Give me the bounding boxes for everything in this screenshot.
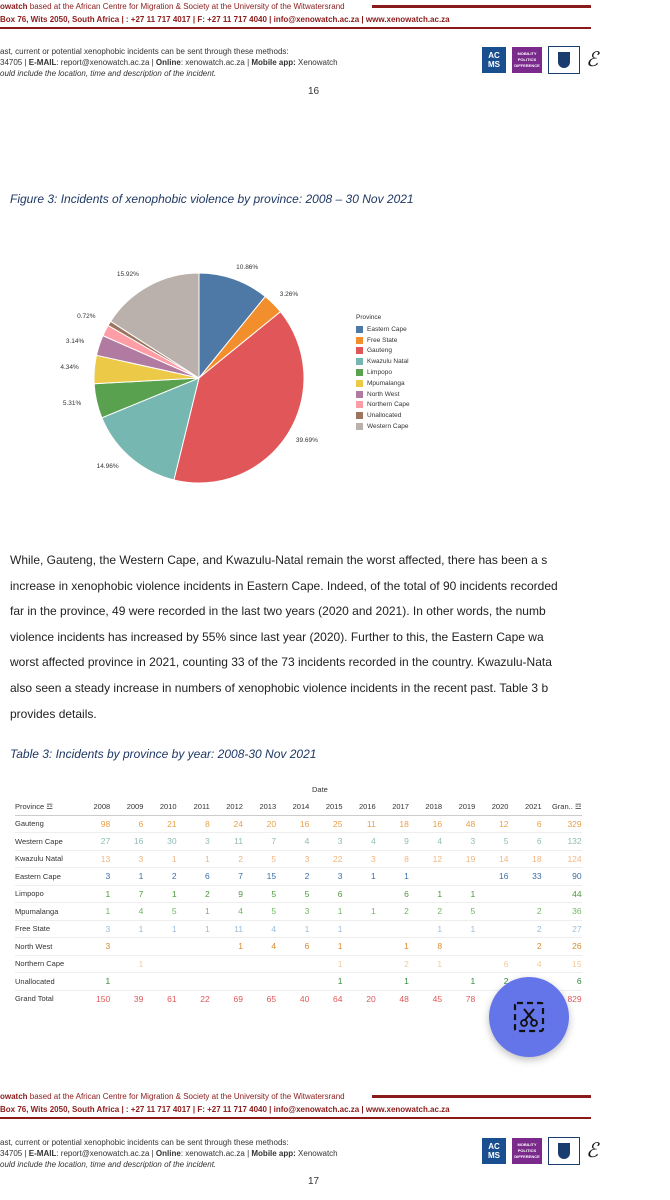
- table-cell: 3: [309, 833, 342, 851]
- paragraph-line: increase in xenophobic violence incidents in Eastern Cape. Indeed, of the total of 90 incidents recorded: [10, 578, 558, 593]
- footer-underline: [0, 1117, 591, 1119]
- column-header-province[interactable]: Province ☲: [15, 798, 77, 815]
- table-cell: 27: [77, 833, 110, 851]
- table-cell: 6: [508, 833, 541, 851]
- table-date-label: Date: [312, 785, 328, 794]
- table-cell: 16: [475, 868, 508, 886]
- table-cell: 1: [409, 920, 442, 938]
- table-cell: 4: [409, 833, 442, 851]
- column-header-grand-total[interactable]: Gran.. ☲: [542, 798, 582, 815]
- table-cell: 18: [508, 850, 541, 868]
- table-cell: 2: [508, 920, 541, 938]
- pie-slice-label: 0.72%: [77, 313, 96, 321]
- table-cell: 1: [210, 938, 243, 956]
- table-cell: 19: [442, 850, 475, 868]
- column-header-year: 2015: [309, 798, 342, 815]
- row-label: Unallocated: [15, 973, 77, 991]
- table-cell: 1: [343, 903, 376, 921]
- legend-swatch: [356, 380, 363, 387]
- legend-item: [356, 410, 410, 421]
- pie-slice-label: 15.92%: [116, 271, 139, 279]
- table-cell: [343, 955, 376, 973]
- legend-label: North West: [367, 390, 400, 398]
- table-cell: 1: [309, 920, 342, 938]
- table-cell: 3: [77, 920, 110, 938]
- table-cell: [343, 938, 376, 956]
- legend-label: Northern Cape: [367, 401, 410, 409]
- table-cell: 12: [409, 850, 442, 868]
- table-cell: 13: [77, 850, 110, 868]
- table-cell: [143, 973, 176, 991]
- table-row: [15, 973, 582, 991]
- legend-item: [356, 378, 410, 389]
- row-label: Western Cape: [15, 833, 77, 851]
- table-cell-grand-total: 132: [542, 833, 582, 851]
- table-cell: 6: [475, 955, 508, 973]
- legend-item: [356, 335, 410, 346]
- table-cell: 1: [177, 903, 210, 921]
- mpd-logo: MOBILITY POLITICS DIFFERENCE: [512, 47, 542, 73]
- table-cell: [177, 955, 210, 973]
- table-cell: 6: [177, 868, 210, 886]
- table-cell: 20: [243, 815, 276, 833]
- column-header-year: 2016: [343, 798, 376, 815]
- legend-swatch: [356, 423, 363, 430]
- table-row: [15, 885, 582, 903]
- row-label: Free State: [15, 920, 77, 938]
- table-cell: 3: [177, 833, 210, 851]
- paragraph-line: provides details.: [10, 706, 97, 721]
- legend-item: [356, 389, 410, 400]
- table-cell: [77, 955, 110, 973]
- signature-logo: ℰ: [586, 1138, 599, 1162]
- table-cell: 9: [210, 885, 243, 903]
- row-label: Mpumalanga: [15, 903, 77, 921]
- pie-slice-label: 3.14%: [65, 337, 85, 345]
- column-header-year: 2019: [442, 798, 475, 815]
- table-cell: 11: [210, 920, 243, 938]
- table-cell: 16: [409, 815, 442, 833]
- table-cell: [143, 955, 176, 973]
- table-cell: 1: [309, 973, 342, 991]
- table-cell: 3: [343, 850, 376, 868]
- table-cell: 8: [409, 938, 442, 956]
- column-header-year: 2010: [143, 798, 176, 815]
- table-cell: 3: [77, 938, 110, 956]
- table-cell: [475, 885, 508, 903]
- wits-crest-logo: [548, 1137, 580, 1165]
- table-cell: [243, 955, 276, 973]
- table-cell: 40: [276, 990, 309, 1007]
- table-row: [15, 833, 582, 851]
- table-cell-grand-total: 90: [542, 868, 582, 886]
- table-cell: 39: [110, 990, 143, 1007]
- acms-logo: AC MS: [482, 1138, 506, 1164]
- table-row: [15, 903, 582, 921]
- table-cell: 21: [143, 815, 176, 833]
- table-cell: 150: [77, 990, 110, 1007]
- table-cell: 16: [276, 815, 309, 833]
- row-label: Eastern Cape: [15, 868, 77, 886]
- row-label: North West: [15, 938, 77, 956]
- table-cell: 3: [442, 833, 475, 851]
- footer-org-line: owatch based at the African Centre for Migration & Society at the University of the Witwatersrand: [0, 1092, 345, 1101]
- legend-item: [356, 346, 410, 357]
- table-cell: 1: [143, 920, 176, 938]
- table-cell: 1: [309, 938, 342, 956]
- column-header-year: 2011: [177, 798, 210, 815]
- table-cell: 4: [243, 920, 276, 938]
- pie-slice-label: 39.69%: [295, 436, 318, 444]
- table-cell: 5: [243, 850, 276, 868]
- table-cell: 1: [143, 850, 176, 868]
- table-cell: 11: [210, 833, 243, 851]
- table-cell: 4: [343, 833, 376, 851]
- table-cell: 25: [309, 815, 342, 833]
- table-cell: 11: [343, 815, 376, 833]
- report-info-line-1: ast, current or potential xenophobic incidents can be sent through these methods:: [0, 47, 289, 56]
- table-cell: 6: [376, 885, 409, 903]
- table-cell: 1: [276, 920, 309, 938]
- table-cell: 1: [309, 955, 342, 973]
- legend-item: [356, 356, 410, 367]
- table-cell: 2: [508, 903, 541, 921]
- table-cell: 2: [475, 973, 508, 991]
- legend-label: Western Cape: [367, 423, 409, 431]
- legend-label: Free State: [367, 336, 398, 344]
- table-cell: [442, 955, 475, 973]
- figure-caption: Figure 3: Incidents of xenophobic violence by province: 2008 – 30 Nov 2021: [10, 192, 414, 206]
- legend-label: Limpopo: [367, 369, 392, 377]
- table-cell: [442, 938, 475, 956]
- column-header-year: 2009: [110, 798, 143, 815]
- table-cell: 4: [110, 903, 143, 921]
- table-cell: 7: [210, 868, 243, 886]
- table-cell: 6: [508, 815, 541, 833]
- table-cell: [110, 973, 143, 991]
- footer-rule: [372, 1095, 591, 1098]
- table-cell: 1: [409, 885, 442, 903]
- legend-label: Gauteng: [367, 347, 392, 355]
- table-cell: 1: [309, 903, 342, 921]
- column-header-year: 2017: [376, 798, 409, 815]
- legend-label: Unallocated: [367, 412, 402, 420]
- table-cell-grand-total: 15: [542, 955, 582, 973]
- legend-item: [356, 367, 410, 378]
- table-cell: 5: [243, 885, 276, 903]
- column-header-year: 2020: [475, 798, 508, 815]
- legend-swatch: [356, 358, 363, 365]
- table-cell: 24: [210, 815, 243, 833]
- table-cell: 1: [177, 850, 210, 868]
- column-header-year: 2014: [276, 798, 309, 815]
- table-cell: 4: [210, 903, 243, 921]
- table-row: [15, 868, 582, 886]
- report-info-line-3: ould include the location, time and description of the incident.: [0, 69, 217, 78]
- column-header-year: 2008: [77, 798, 110, 815]
- row-label: Kwazulu Natal: [15, 850, 77, 868]
- table-cell: 1: [77, 973, 110, 991]
- column-header-year: 2021: [508, 798, 541, 815]
- pie-slice-label: 5.31%: [62, 399, 82, 407]
- paragraph-line: also seen a steady increase in numbers of xenophobic violence incidents in the recent past. Table 3 b: [10, 680, 549, 695]
- legend-swatch: [356, 347, 363, 354]
- table-cell: 8: [177, 815, 210, 833]
- table-cell: 1: [376, 973, 409, 991]
- table-cell: 2: [376, 955, 409, 973]
- table-row: [15, 850, 582, 868]
- table-cell: 1: [110, 868, 143, 886]
- table-cell: 1: [77, 903, 110, 921]
- column-header-year: 2013: [243, 798, 276, 815]
- page-number: 16: [308, 86, 320, 97]
- table-cell: 61: [143, 990, 176, 1007]
- table-cell-grand-total: 829: [542, 990, 582, 1007]
- table-cell: [508, 885, 541, 903]
- row-label: Grand Total: [15, 990, 77, 1007]
- legend-title: Province: [356, 314, 382, 321]
- table-cell: 3: [309, 868, 342, 886]
- table-cell: 3: [77, 868, 110, 886]
- table-cell: [276, 955, 309, 973]
- table-cell: 7: [110, 885, 143, 903]
- pie-slice-label: 4.34%: [60, 364, 79, 372]
- row-label: Gauteng: [15, 815, 77, 833]
- table-cell: 1: [376, 938, 409, 956]
- table-cell: 78: [442, 990, 475, 1007]
- table-cell: [475, 938, 508, 956]
- table-cell: 4: [243, 938, 276, 956]
- province-year-table: [15, 798, 582, 1007]
- table-cell: 33: [508, 868, 541, 886]
- table-cell: 20: [343, 990, 376, 1007]
- legend-swatch: [356, 326, 363, 333]
- table-row: [15, 920, 582, 938]
- table-cell-grand-total: 26: [542, 938, 582, 956]
- column-header-year: 2018: [409, 798, 442, 815]
- table-cell: [343, 885, 376, 903]
- table-cell: 1: [376, 868, 409, 886]
- table-cell: 14: [475, 850, 508, 868]
- table-cell: 45: [409, 990, 442, 1007]
- table-cell: 2: [376, 903, 409, 921]
- table-cell: 1: [110, 920, 143, 938]
- column-header-year: 2012: [210, 798, 243, 815]
- table-cell: 1: [442, 973, 475, 991]
- table-cell: 1: [409, 955, 442, 973]
- header-contact-line: Box 76, Wits 2050, South Africa | : +27 11 717 4017 | F: +27 11 717 4040 | info@xenowatch.ac.za | www.xenowatch.ac.za: [0, 15, 450, 24]
- table-cell: [475, 920, 508, 938]
- table-cell: [210, 955, 243, 973]
- pie-slice-label: 10.86%: [236, 263, 259, 271]
- table-cell: 2: [143, 868, 176, 886]
- table-cell-grand-total: 36: [542, 903, 582, 921]
- legend-swatch: [356, 412, 363, 419]
- table-cell: 1: [177, 920, 210, 938]
- table-cell: 7: [243, 833, 276, 851]
- legend-item: [356, 421, 410, 432]
- table-cell: [343, 973, 376, 991]
- signature-logo: ℰ: [586, 47, 599, 71]
- table-cell: 2: [210, 850, 243, 868]
- table-cell: [442, 868, 475, 886]
- table-cell: 6: [309, 885, 342, 903]
- table-cell: 64: [309, 990, 342, 1007]
- table-cell: 5: [276, 885, 309, 903]
- report-info-line-1: ast, current or potential xenophobic incidents can be sent through these methods:: [0, 1138, 289, 1147]
- table-cell: 30: [143, 833, 176, 851]
- pie-legend: [356, 314, 410, 432]
- table-cell: 8: [376, 850, 409, 868]
- legend-item: [356, 324, 410, 335]
- table-cell: [475, 903, 508, 921]
- table-cell: [343, 920, 376, 938]
- mpd-logo: MOBILITY POLITICS DIFFERENCE: [512, 1138, 542, 1164]
- table-cell: 65: [243, 990, 276, 1007]
- table-cell: 1: [77, 885, 110, 903]
- body-paragraph: [10, 548, 670, 727]
- footer-contact-line: Box 76, Wits 2050, South Africa | : +27 11 717 4017 | F: +27 11 717 4040 | info@xenowatch.ac.za | www.xenowatch.ac.za: [0, 1105, 450, 1114]
- table-cell: 48: [442, 815, 475, 833]
- header-org-line: owatch based at the African Centre for Migration & Society at the University of the Witwatersrand: [0, 2, 345, 11]
- paragraph-line: violence incidents has increased by 55% since last year (2020). Further to this, the Eastern Cape wa: [10, 629, 544, 644]
- report-info-line-2: 34705 | E-MAIL: report@xenowatch.ac.za | Online: xenowatch.ac.za | Mobile app: Xenowatch: [0, 1149, 338, 1158]
- table-cell: [243, 973, 276, 991]
- table-cell: 1: [442, 920, 475, 938]
- pie-slice-label: 14.96%: [96, 462, 119, 470]
- table-cell: 98: [77, 815, 110, 833]
- legend-label: Eastern Cape: [367, 325, 407, 333]
- table-row: [15, 938, 582, 956]
- table-cell: 2: [177, 885, 210, 903]
- table-cell: 15: [243, 868, 276, 886]
- table-cell: 5: [243, 903, 276, 921]
- table-cell: 18: [376, 815, 409, 833]
- legend-swatch: [356, 401, 363, 408]
- partner-logos: [482, 1137, 608, 1165]
- table-cell: [409, 973, 442, 991]
- screenshot-scissors-icon: [512, 1000, 546, 1034]
- report-info-line-2: 34705 | E-MAIL: report@xenowatch.ac.za | Online: xenowatch.ac.za | Mobile app: Xenowatch: [0, 58, 338, 67]
- table-cell: 1: [442, 885, 475, 903]
- table-cell: 2: [276, 868, 309, 886]
- legend-label: Kwazulu Natal: [367, 358, 409, 366]
- paragraph-line: While, Gauteng, the Western Cape, and Kwazulu-Natal remain the worst affected, there has been a s: [10, 553, 548, 567]
- table-cell: 22: [177, 990, 210, 1007]
- table-cell-grand-total: 44: [542, 885, 582, 903]
- legend-item: [356, 400, 410, 411]
- table-row: [15, 955, 582, 973]
- table-cell-grand-total: 6: [542, 973, 582, 991]
- table-cell: [276, 973, 309, 991]
- table-cell: 12: [475, 815, 508, 833]
- row-label: Northern Cape: [15, 955, 77, 973]
- legend-swatch: [356, 369, 363, 376]
- table-row: [15, 815, 582, 833]
- table-cell: 6: [110, 815, 143, 833]
- pie-slice-label: 3.26%: [279, 291, 299, 299]
- table-cell: 5: [143, 903, 176, 921]
- table-cell: [110, 938, 143, 956]
- table-cell: [143, 938, 176, 956]
- report-info-line-3: ould include the location, time and description of the incident.: [0, 1160, 217, 1169]
- table-cell: 22: [309, 850, 342, 868]
- paragraph-line: far in the province, 49 were recorded in the last two years (2020 and 2021). In other words, the numb: [10, 604, 546, 619]
- table-cell: 1: [343, 868, 376, 886]
- table-cell: [409, 868, 442, 886]
- table-cell: 9: [376, 833, 409, 851]
- table-cell-grand-total: 27: [542, 920, 582, 938]
- row-label: Limpopo: [15, 885, 77, 903]
- table-caption: Table 3: Incidents by province by year: 2008-30 Nov 2021: [10, 747, 317, 761]
- legend-swatch: [356, 337, 363, 344]
- legend-swatch: [356, 391, 363, 398]
- table-cell-grand-total: 329: [542, 815, 582, 833]
- table-cell: 2: [508, 938, 541, 956]
- table-cell: 2: [409, 903, 442, 921]
- table-cell: 5: [442, 903, 475, 921]
- table-cell: 3: [276, 850, 309, 868]
- legend-label: Mpumalanga: [367, 379, 405, 387]
- table-cell: [177, 938, 210, 956]
- table-cell: 3: [276, 903, 309, 921]
- table-cell: 69: [210, 990, 243, 1007]
- acms-logo: AC MS: [482, 47, 506, 73]
- table-cell: 16: [110, 833, 143, 851]
- table-cell: 5: [475, 833, 508, 851]
- table-cell: 48: [376, 990, 409, 1007]
- table-cell: [376, 920, 409, 938]
- table-cell: 1: [143, 885, 176, 903]
- page-number: 17: [308, 1176, 320, 1187]
- screenshot-fab-button[interactable]: [489, 977, 569, 1057]
- table-cell: 6: [276, 938, 309, 956]
- table-cell: 4: [276, 833, 309, 851]
- table-cell: 4: [508, 955, 541, 973]
- table-cell: [177, 973, 210, 991]
- paragraph-line: worst affected province in 2021, counting 33 of the 73 incidents recorded in the country. Kwazulu-Nata: [10, 655, 552, 670]
- table-cell-grand-total: 124: [542, 850, 582, 868]
- table-cell: 1: [110, 955, 143, 973]
- table-cell: 3: [110, 850, 143, 868]
- table-cell: [210, 973, 243, 991]
